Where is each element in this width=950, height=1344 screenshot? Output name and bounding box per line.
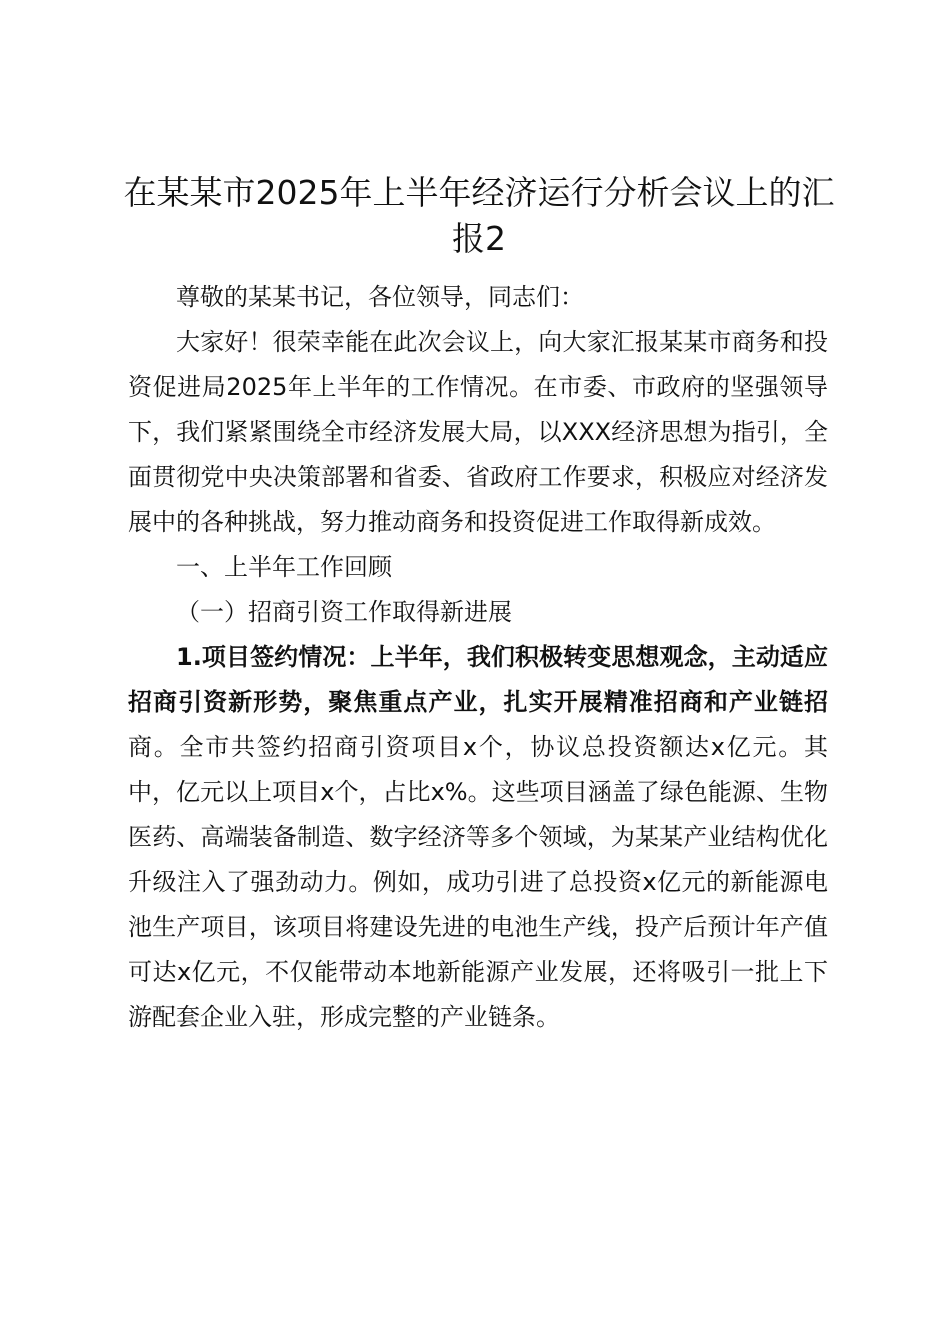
subsection-heading: （一）招商引资工作取得新进展	[176, 598, 512, 626]
salutation-paragraph: 尊敬的某某书记，各位领导，同志们：	[176, 283, 584, 311]
document-title: 在某某市2025年上半年经济运行分析会议上的汇报2	[123, 173, 835, 258]
item-bold-lead: 1.项目签约情况：上半年，我们积极转变思想观念，主动适应招商引资新形势，聚焦重点产业，扎实开展精准招商和产业链招	[128, 643, 828, 716]
intro-paragraph: 大家好！很荣幸能在此次会议上，向大家汇报某某市商务和投资促进局2025年上半年的工作情况。在市委、市政府的坚强领导下，我们紧紧围绕全市经济发展大局，以XXX经济思想为指引，全面贯彻党中央决策部署和省委、省政府工作要求，积极应对经济发展中的各种挑战，努力推动商务和投资促进工作取得新成效。	[128, 328, 828, 536]
item-paragraph	[128, 635, 828, 1040]
item-body-text: 商。全市共签约招商引资项目x个，协议总投资额达x亿元。其中，亿元以上项目x个，占比x%。这些项目涵盖了绿色能源、生物医药、高端装备制造、数字经济等多个领域，为某某产业结构优化升级注入了强劲动力。例如，成功引进了总投资x亿元的新能源电池生产项目，该项目将建设先进的电池生产线，投产后预计年产值可达x亿元，不仅能带动本地新能源产业发展，还将吸引一批上下游配套企业入驻，形成完整的产业链条。	[128, 733, 828, 1031]
section-heading: 一、上半年工作回顾	[176, 553, 392, 581]
document-body	[128, 275, 828, 1040]
